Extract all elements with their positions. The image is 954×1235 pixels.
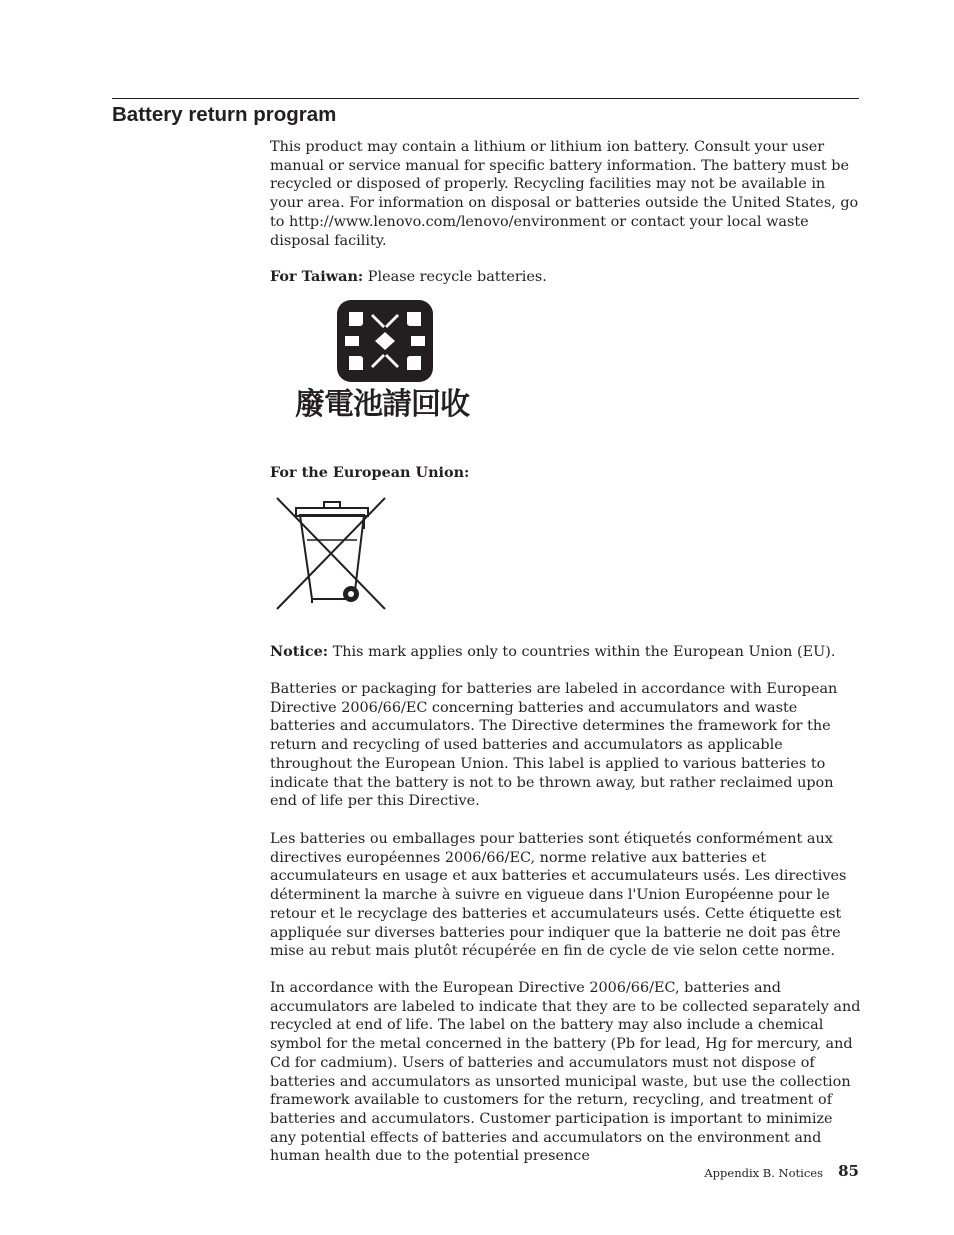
notice-label: Notice: — [270, 643, 329, 660]
taiwan-logo-caption: 廢電池請回收 — [295, 387, 469, 420]
eu-heading — [270, 464, 862, 483]
page-number: 85 — [838, 1162, 859, 1180]
taiwan-paragraph — [270, 268, 862, 287]
eu-english-text: Batteries or packaging for batteries are labeled in accordance with European Directive 2006/66/EC concerning batteries and accumulators and waste batteries and accumulators. The Directive determines the framework for the return and recycling of used batteries and accumulators as applicable throughout the European Union. This label is applied to various batteries to indicate that the battery is not to be thrown away, but rather reclaimed upon end of life per this Directive. — [270, 681, 838, 810]
notice-text: This mark applies only to countries within the European Union (EU). — [328, 644, 836, 660]
taiwan-recycle-icon — [275, 298, 490, 420]
taiwan-label: For Taiwan: — [270, 268, 364, 285]
section-rule — [112, 98, 859, 99]
eu-label: For the European Union: — [270, 464, 470, 481]
section-title: Battery return program — [112, 103, 337, 126]
notice-paragraph — [270, 643, 862, 662]
intro-text: This product may contain a lithium or lithium ion battery. Consult your user manual or service manual for specific battery information. The battery must be recycled or disposed of properly. Recycling facilities may not be available in your area. For information on disposal or batteries outside the United States, go to http://www.lenovo.com/lenovo/environment or contact your local waste disposal facility. — [270, 139, 859, 249]
eu-accordance-paragraph — [270, 979, 862, 1166]
intro-paragraph — [270, 138, 862, 250]
eu-accordance-text: In accordance with the European Directive 2006/66/EC, batteries and accumulators are labeled to indicate that they are to be collected separately and recycled at end of life. The label on the battery may also include a chemical symbol for the metal concerned in the battery (Pb for lead, Hg for mercury, and Cd for cadmium). Users of batteries and accumulators must not dispose of batteries and accumulators as unsorted municipal waste, but use the collection framework available to customers for the return, recycling, and treatment of batteries and accumulators. Customer participation is important to minimize any potential effects of batteries and accumulators on the environment and human health due to the potential presence — [270, 980, 861, 1165]
eu-french-paragraph — [270, 830, 862, 961]
footer-section-label: Appendix B. Notices — [704, 1166, 823, 1180]
eu-english-paragraph — [270, 680, 862, 811]
eu-french-text: Les batteries ou emballages pour batteries sont étiquetés conformément aux directives européennes 2006/66/EC, norme relative aux batteries et accumulateurs en usage et aux batteries et accumulateurs usés. Les directives déterminent la marche à suivre en vigueue dans l'Union Européenne pour le retour et le recyclage des batteries et accumulateurs usés. Cette étiquette est appliquée sur diverses batteries pour indiquer que la batterie ne doit pas être mise au rebut mais plutôt récupérée en fin de cycle de vie selon cette norme. — [270, 831, 847, 960]
taiwan-text: Please recycle batteries. — [363, 269, 547, 285]
crossed-out-wheelie-bin-icon — [272, 495, 390, 612]
